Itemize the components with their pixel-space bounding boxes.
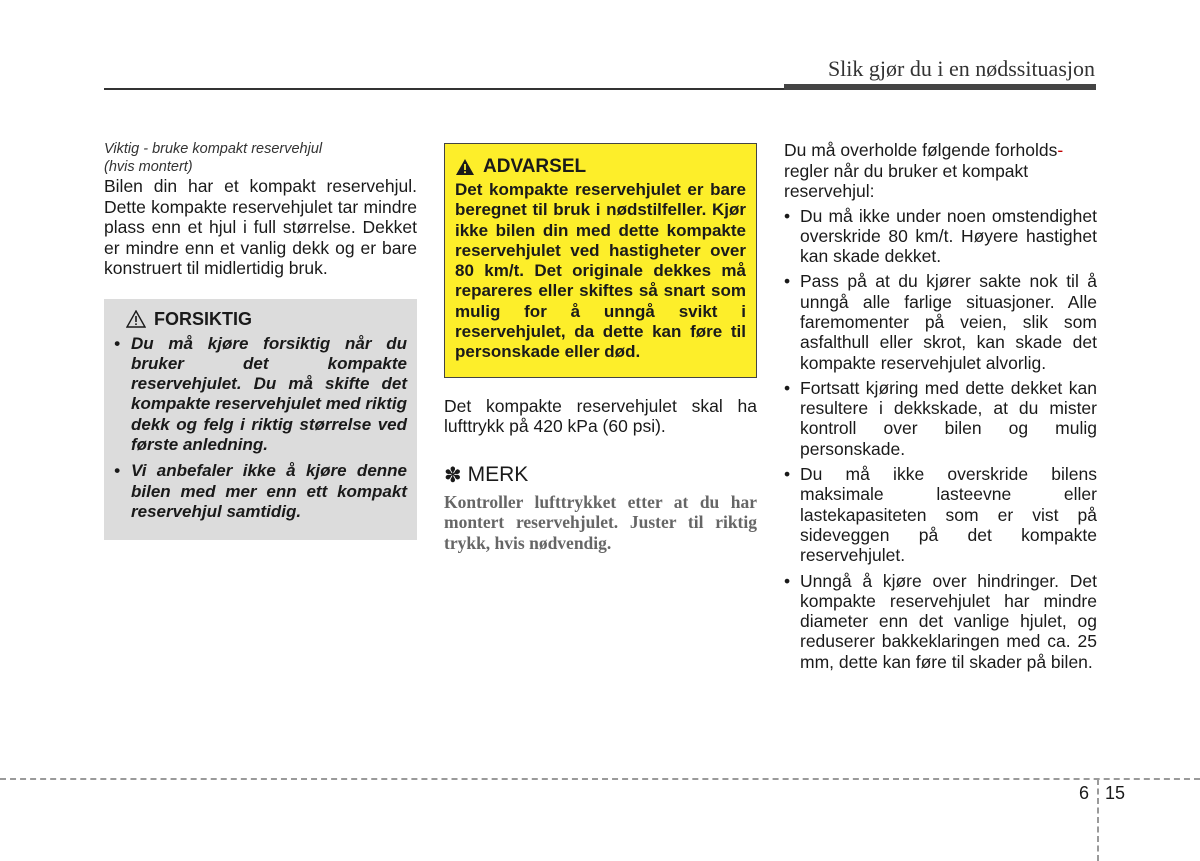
column-left [104,140,417,540]
bullet: • [784,205,791,226]
rule-item-text: Du må ikke overskride bilens maksimale lasteevne eller lastekapasiteten som er vist på sideveggen på det kompakte reservehjulet. [800,464,1097,566]
bullet: • [784,570,791,591]
warning-title: ADVARSEL [483,156,587,177]
subheading-line-2: (hvis montert) [104,159,193,175]
caution-item-text: Du må kjøre forsiktig når du bruker det kompakte reservehjulet. Du må skifte det kompakte reservehjulet med riktig dekk og felg i riktig størrelse ved første anledning. [131,333,407,454]
footer-dashed-rule [0,778,1200,780]
rules-intro-part-2: regler når du bruker et kompakt reservehjul: [784,160,1029,201]
rule-item-text: Pass på at du kjører sakte nok til å unngå alle farlige situasjoner. Alle faremomenter på veien, slik som asfalthull eller skrot, kan skade det kompakte reservehjulet alvorlig. [800,271,1097,373]
rule-item-text: Du må ikke under noen omstendighet overskride 80 km/t. Høyere hastighet kan skade dekket. [800,205,1097,267]
caution-item [114,334,407,456]
warning-text: Det kompakte reservehjulet er bare beregnet til bruk i nødstilfeller. Kjør ikke bilen din med dette kompakte reservehjulet ved hastigheter over 80 km/t. Det originale dekkes må repareres eller skiftes så snart som mulig for å unngå svikt i reservehjulet, da dette kan føre til personskade eller død. [455,180,746,362]
pressure-paragraph: Det kompakte reservehjulet skal ha lufttrykk på 420 kPa (60 psi). [444,395,757,437]
page-number: 15 [1105,783,1126,803]
caution-heading [126,309,407,330]
warning-heading [455,156,746,178]
header-rule-accent [784,84,1096,90]
rule-item [784,206,1097,267]
caution-box [104,299,417,541]
rules-intro-part-1: Du må overholde følgende forholds [784,140,1058,160]
rule-item [784,464,1097,565]
caution-list [114,334,407,523]
bullet: • [114,333,120,353]
chapter-number: 6 [1079,783,1090,803]
caution-triangle-icon [126,310,146,328]
caution-item-text: Vi anbefaler ikke å kjøre denne bilen med mer enn ett kompakt reservehjul samtidig. [131,461,407,521]
bullet: • [784,271,791,292]
hyphen-mark: - [1057,140,1064,160]
footer-dashed-divider [1097,779,1099,861]
rules-list [784,206,1097,673]
note-heading [444,463,757,488]
rule-item-text: Unngå å kjøre over hindringer. Det kompakte reservehjulet har mindre diameter enn det vanlige hjulet, og reduserer bakkeklaringen med ca. 25 mm, dette kan føre til skader på bilen. [800,570,1097,672]
bullet: • [114,461,120,481]
bullet: • [784,377,791,398]
header-rule [104,88,784,90]
note-text: Kontroller lufttrykket etter at du har montert reservehjulet. Juster til riktig trykk, hvis nødvendig. [444,491,757,553]
rule-item [784,378,1097,459]
caution-title: FORSIKTIG [154,308,252,329]
note-title: MERK [467,463,529,487]
rule-item [784,571,1097,672]
column-middle [444,140,757,553]
column-right [784,140,1097,677]
warning-triangle-icon [455,158,475,176]
rule-item-text: Fortsatt kjøring med dette dekket kan resultere i dekkskade, at du mister kontroll over bilen og mulig personskade. [800,377,1097,459]
bullet: • [784,464,791,485]
rule-item [784,271,1097,372]
caution-item [114,461,407,522]
intro-paragraph: Bilen din har et kompakt reservehjul. Dette kompakte reservehjulet tar mindre plass enn et hjul i full størrelse. Dekket er mindre enn et vanlig dekk og er bare konstruert til midlertidig bruk. [104,176,417,278]
subheading-line-1: Viktig - bruke kompakt reservehjul [104,141,323,157]
subheading [104,140,417,176]
page-header-title: Slik gjør du i en nødssituasjon [827,56,1095,81]
note-asterisk-icon: ✽ [444,463,462,487]
warning-box [444,143,757,378]
rules-intro [784,140,1097,202]
